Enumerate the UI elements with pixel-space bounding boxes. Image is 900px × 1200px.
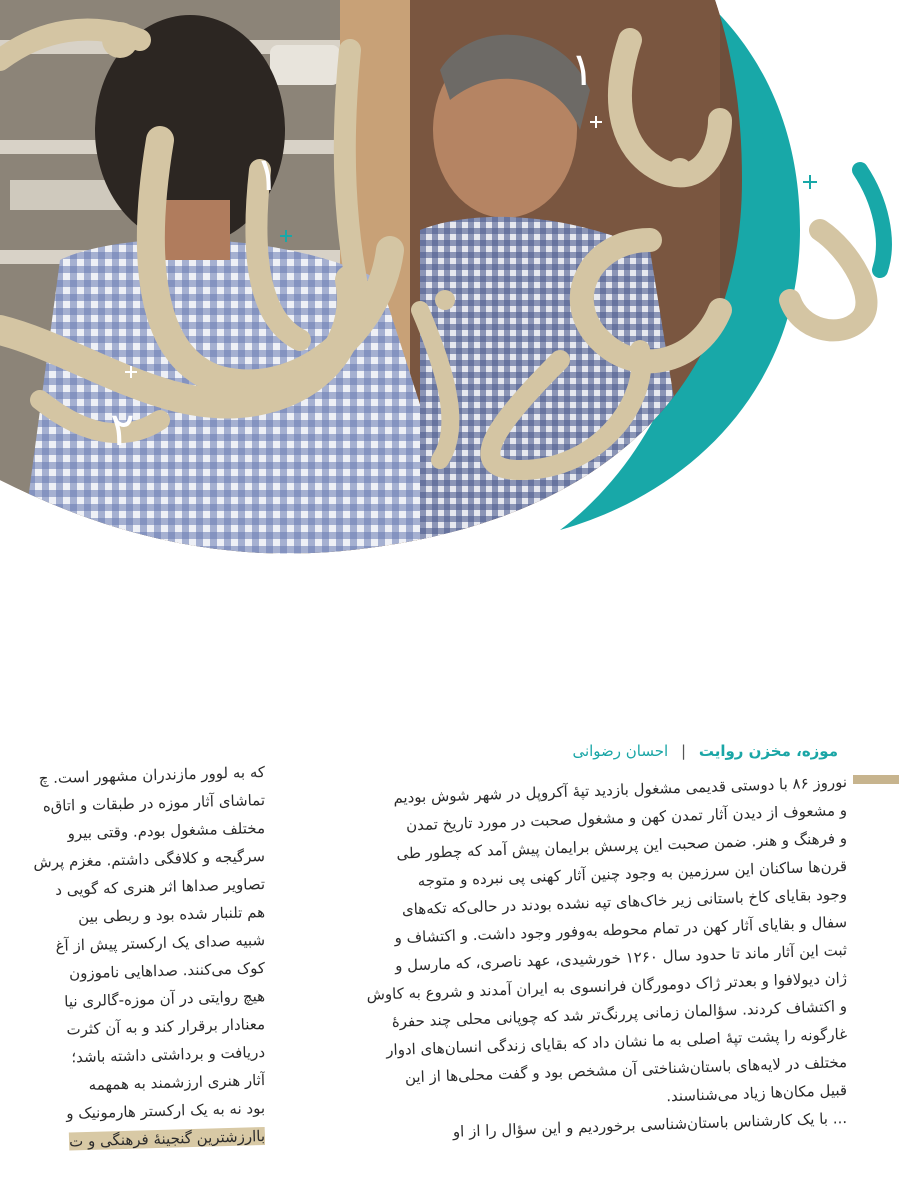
body-line: قرن‌ها ساکنان این سرزمین به وجود چنین آثار کهنی پی نبرده و متوجه [417, 857, 848, 890]
body-line: مختلف مشغول بودم. وقتی بیرو [67, 819, 265, 843]
body-line: ثبت این آثار ماند تا حدود سال ۱۲۶۰ خورشیدی، عهد ناصری، که مارسل و [394, 941, 848, 975]
body-line: دریافت و برداشتی داشته باشد؛ [71, 1043, 265, 1067]
svg-text:۱: ۱ [255, 147, 280, 201]
article-byline [572, 742, 838, 760]
body-line-highlighted [0, 1122, 265, 1159]
svg-text:۱: ۱ [570, 42, 595, 96]
svg-text:۲: ۲ [110, 402, 135, 456]
body-line: قبیل مکان‌ها زیاد می‌شناسند. [665, 1081, 848, 1106]
body-line: هم تلنبار شده بود و ربطی بین [77, 903, 265, 927]
body-line: سرگیجه و کلافگی داشتم. مغزم پرش [33, 847, 265, 872]
body-line: وجود بقایای کاخ باستانی زیر خاک‌های تپه نشده بودند در حالی‌که تکه‌های [401, 885, 848, 919]
body-line: تصاویر صداها اثر هنری که گویی د [55, 875, 265, 899]
hero-image [0, 0, 900, 560]
highlighted-text: باارزشترین گنجینهٔ فرهنگی و ت [68, 1127, 265, 1151]
body-line: معنادار برقرار کند و به آن کثرت [66, 1015, 265, 1039]
body-line: نوروز ۸۶ با دوستی قدیمی مشغول بازدید تپهٔ آکروپل در شهر شوش بودیم [393, 773, 848, 807]
body-line: و اکتشاف کردند. سؤالمان زمانی پررنگ‌تر شد که چوپانی محلی چند حفرهٔ [391, 997, 848, 1031]
body-line: و فرهنگ و هنر. ضمن صحبت این پرسش برایمان پیش آمد که چطور طی [396, 829, 848, 863]
byline-separator: | [680, 742, 687, 760]
article-author: احسان رضوانی [572, 742, 669, 760]
body-line: تماشای آثار موزه در طبقات و اتاق‌ه [42, 791, 265, 816]
article-title: موزه، مخزن روایت [698, 742, 838, 760]
body-line: کوک می‌کنند. صداهایی ناموزون [68, 959, 265, 983]
hero-illustration [0, 0, 900, 560]
body-line: و مشعوف از دیدن آثار تمدن کهن و مشغول صحبت در مورد تاریخ تمدن [405, 801, 848, 835]
body-line: هیچ روایتی در آن موزه-گالری نیا [64, 987, 265, 1011]
body-line: ... با یک کارشناس باستان‌شناسی برخوردیم و این سؤال را از او [452, 1109, 848, 1141]
body-line: که به لوور مازندران مشهور است. چ [38, 763, 265, 788]
body-line: آثار هنری ارزشمند به همهمه [88, 1071, 265, 1094]
article-body-right [262, 768, 848, 1141]
body-line: شبیه صدای یک ارکستر پیش از آغ [55, 931, 265, 955]
body-line: سفال و بقایای آثار کهن در تمام محوطه به‌وفور وجود داشت. و اکتشاف و [394, 913, 848, 947]
body-line: مختلف در لایه‌های باستان‌شناختی آن مشخص بود و گفت محلی‌ها از این [404, 1053, 848, 1087]
body-line: غارگونه را پشت تپهٔ اصلی به ما نشان داد که بقایای زندگی انسان‌های ادوار [385, 1025, 848, 1060]
article-body-left [0, 758, 265, 1200]
body-line: ژان دیولافوا و بعدتر ژاک دومورگان فرانسوی به ایران آمدند و شروع به کاوش [366, 969, 848, 1004]
body-line: بود نه به یک ارکستر هارمونیک و [65, 1099, 265, 1123]
title-accent-bar [853, 775, 899, 784]
